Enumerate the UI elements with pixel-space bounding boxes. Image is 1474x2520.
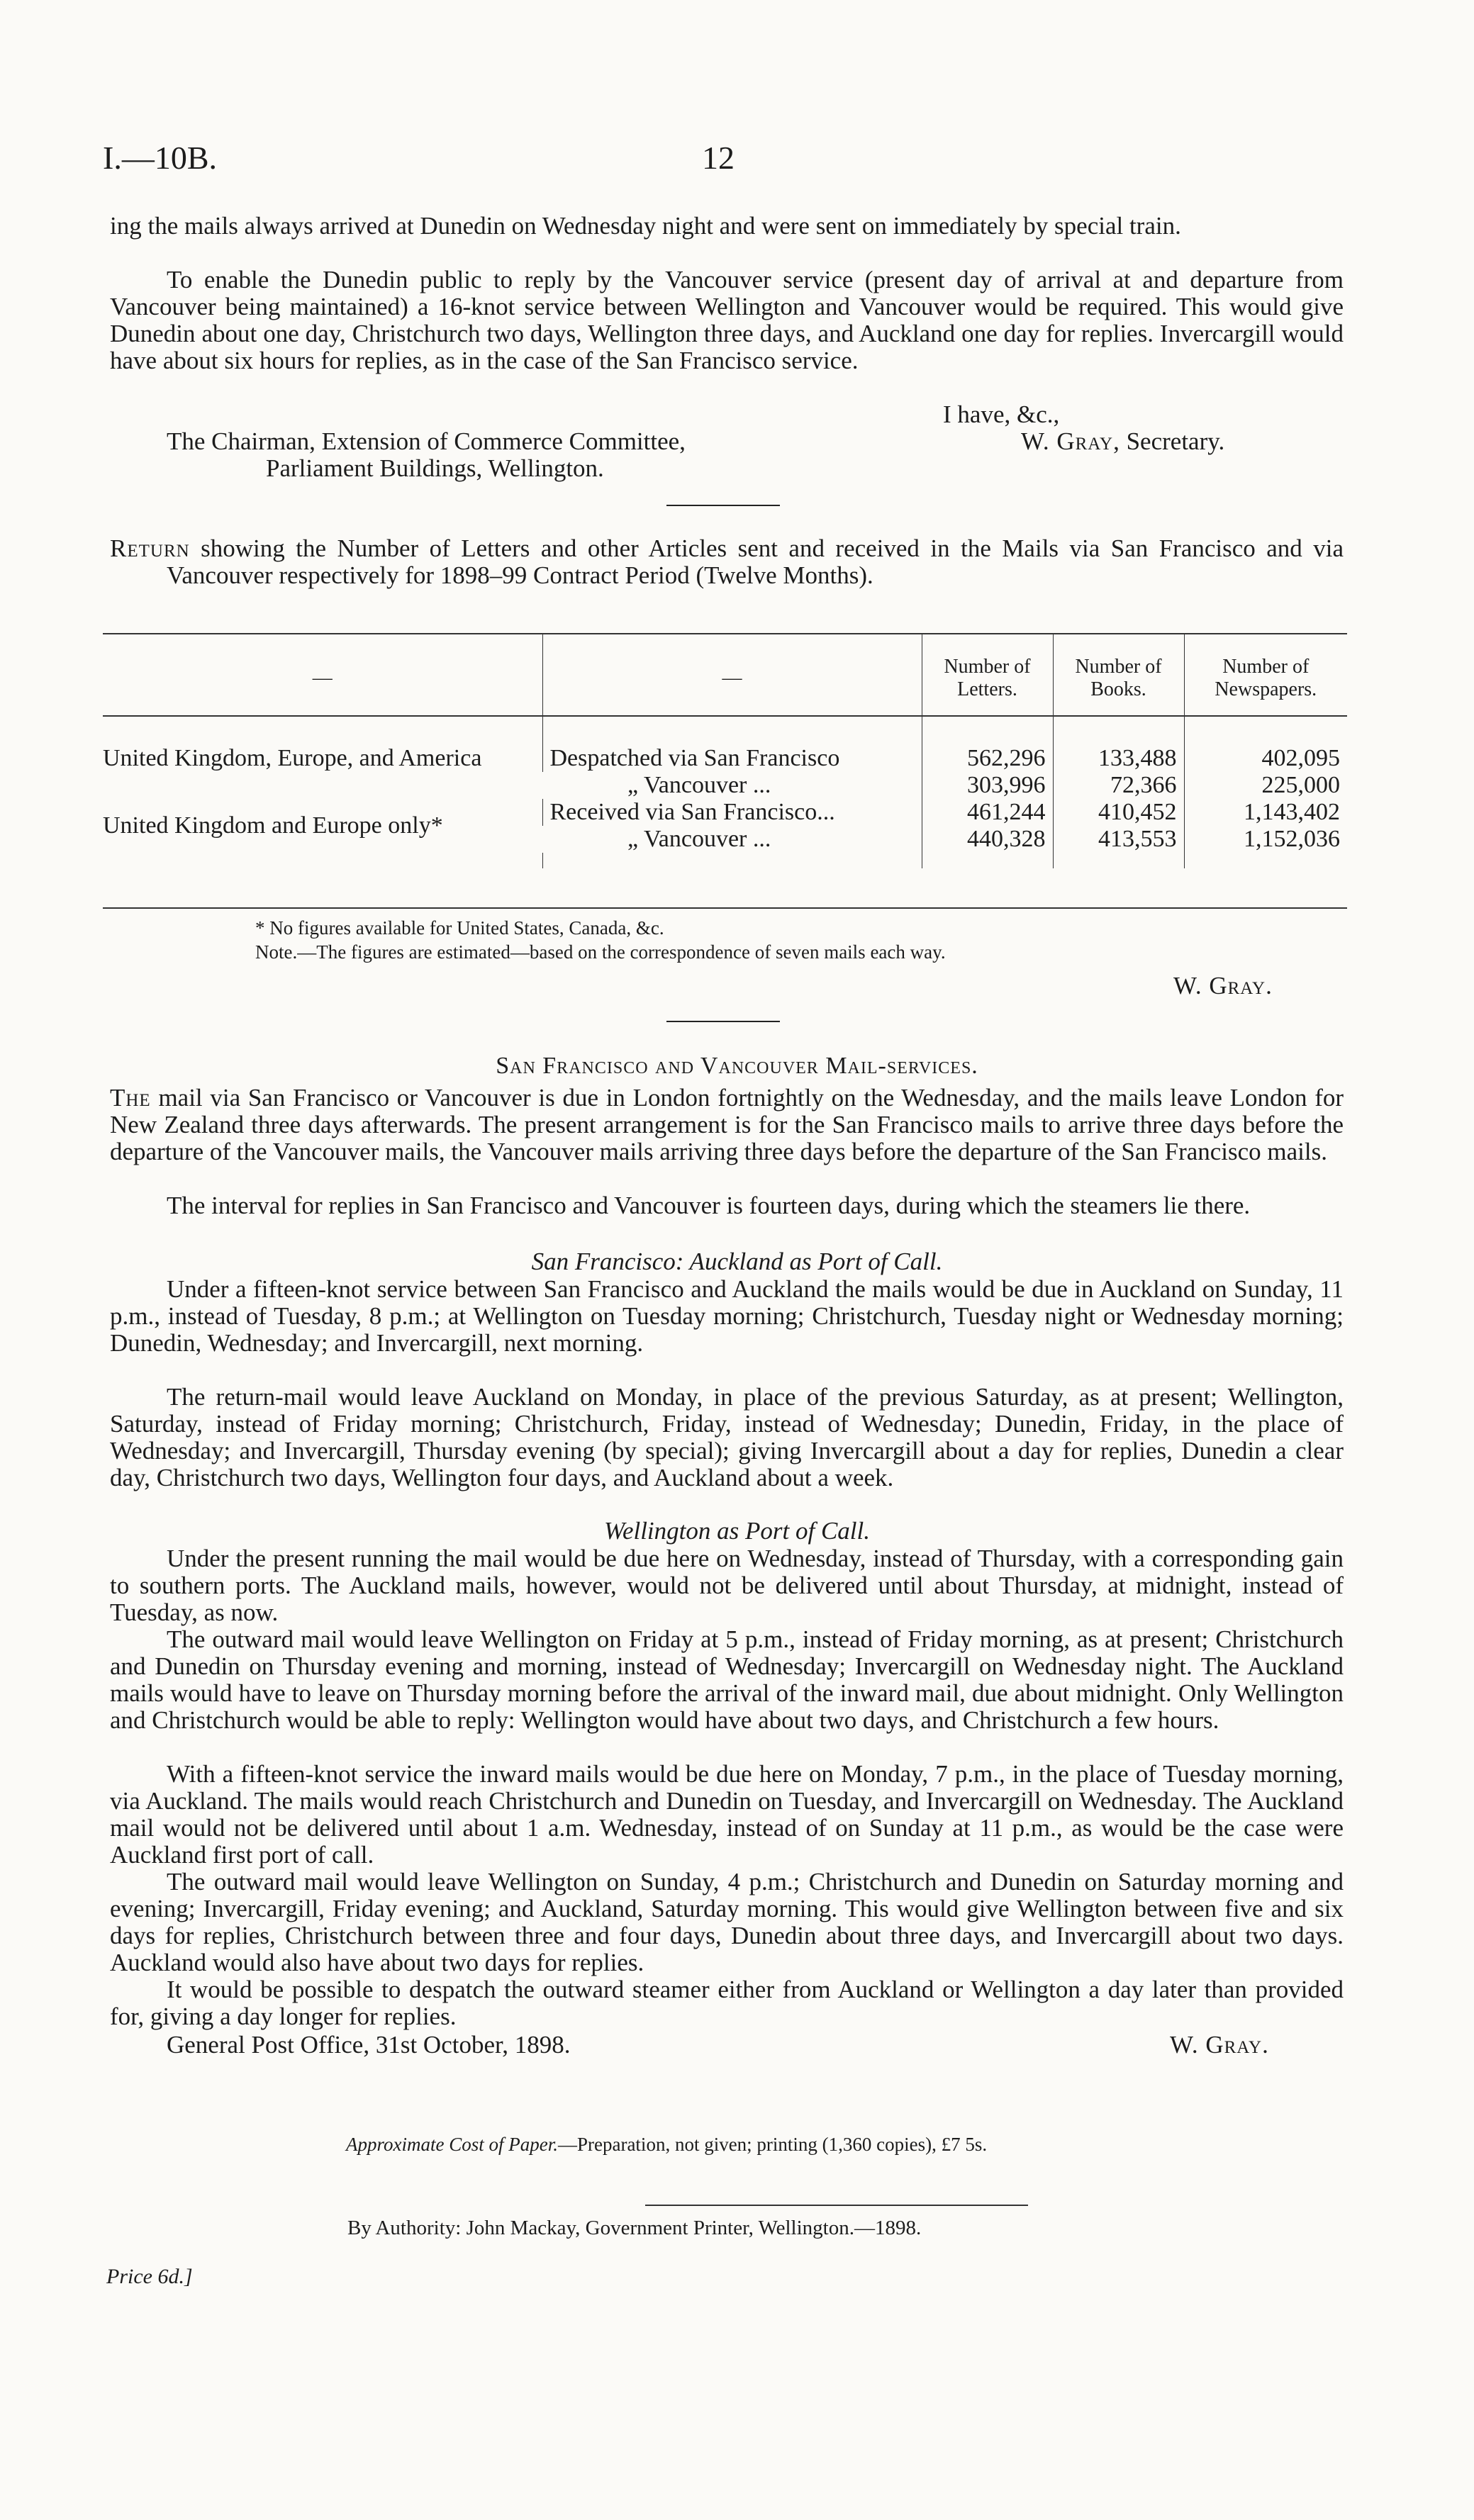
section-paragraph-8: The outward mail would leave Wellington on Sunday, 4 p.m.; Christchurch and Dunedin on Saturday morning and evening; Invercargill, Friday evening; and Auckland, Saturday morning. This would give Wellington between five and six days for replies, Christchurch between three and four days, Dunedin about three days, and Invercargill about two days. Auckland would also have about two days for replies. — [110, 1868, 1344, 1976]
table-header-letters: Number of Letters. — [922, 634, 1053, 716]
row-newspapers: 402,095 — [1184, 745, 1347, 772]
signature-title: Secretary. — [1126, 427, 1225, 455]
section-signature: W. Gray. — [1170, 2031, 1269, 2059]
document-reference: I.—10B. — [103, 140, 217, 176]
row-books: 413,553 — [1053, 826, 1184, 853]
signature-name: W. Gray, — [1021, 427, 1120, 455]
table-row — [103, 799, 1347, 826]
cost-label: Approximate Cost of Paper. — [346, 2134, 558, 2155]
table-note: Note.—The figures are estimated—based on the correspondence of seven mails each way. — [255, 941, 946, 963]
letter-addressee-line2: Parliament Buildings, Wellington. — [266, 454, 604, 482]
region-label: United Kingdom, Europe, and America — [103, 745, 482, 771]
return-table — [103, 634, 1347, 868]
section-paragraph-3: Under a fifteen-knot service between San Francisco and Auckland the mails would be due in Auckland on Sunday, 11 p.m., instead of Tuesday, 8 p.m.; at Wellington on Tuesday morning; Christchurch, Tuesday night or Wednesday morning; Dunedin, Wednesday; and Invercargill, next morning. — [110, 1275, 1344, 1357]
paragraph-lead: The — [110, 1084, 151, 1111]
subheading-san-francisco: San Francisco: Auckland as Port of Call. — [531, 1248, 943, 1275]
row-letters: 303,996 — [922, 772, 1053, 799]
row-description: „ Vancouver ... — [627, 772, 771, 798]
row-description: Despatched via San Francisco — [542, 745, 922, 772]
section-paragraph-5: Under the present running the mail would be due here on Wednesday, instead of Thursday, with a corresponding gain to southern ports. The Auckland mails, however, would not be delivered until about Thursday, at midnight, instead of Tuesday, as now. — [110, 1545, 1344, 1626]
table-header-description: — — [542, 634, 922, 716]
region-label: United Kingdom and Europe only* — [103, 812, 443, 839]
section-paragraph-4: The return-mail would leave Auckland on Monday, in place of the previous Saturday, as at present; Wellington, Saturday, instead of Friday morning; Christchurch, Friday, instead of Wednesday; Dunedin, Friday, in the place of Wednesday; and Invercargill, Thursday evening (by special); giving Invercargill about a day for replies, Dunedin a clear day, Christchurch two days, Wellington four days, and Auckland about a week. — [110, 1383, 1344, 1491]
price: Price 6d.] — [106, 2265, 193, 2288]
row-letters: 440,328 — [922, 826, 1053, 853]
subheading-wellington: Wellington as Port of Call. — [604, 1517, 870, 1545]
letter-addressee-line1: The Chairman, Extension of Commerce Committee, — [167, 427, 686, 455]
row-description: „ Vancouver ... — [627, 826, 771, 852]
section-paragraph-6: The outward mail would leave Wellington on Friday at 5 p.m., instead of Friday morning, as at present; Christchurch and Dunedin on Thursday evening and morning, instead of Wednesday; Invercargill on Wednesday night. The Auckland mails would have to leave on Thursday morning before the arrival of the inward mail, due about midnight. Only Wellington and Christchurch would be able to reply: Wellington would have about two days, and Christchurch a few hours. — [110, 1625, 1344, 1734]
footer-rule — [645, 2205, 1028, 2206]
return-caption — [110, 535, 1344, 589]
row-newspapers: 225,000 — [1184, 772, 1347, 799]
table-header-books: Number of Books. — [1053, 634, 1184, 716]
paragraph-text: mail via San Francisco or Vancouver is due in London fortnightly on the Wednesday, and the mails leave London for New Zealand three days afterwards. The present arrangement is for the San Francisco mails to arrive three days before the departure of the Vancouver mails, the Vancouver mails arriving three days before the departure of the San Francisco mails. — [110, 1084, 1344, 1165]
row-newspapers: 1,152,036 — [1184, 826, 1347, 853]
letter-closing: I have, &c., — [943, 401, 1060, 428]
table-region-1 — [103, 745, 542, 799]
row-letters: 562,296 — [922, 745, 1053, 772]
section-divider — [666, 1021, 780, 1022]
row-books: 72,366 — [1053, 772, 1184, 799]
printer-authority: By Authority: John Mackay, Government Printer, Wellington.—1898. — [347, 2217, 922, 2239]
table-row — [103, 745, 1347, 772]
dateline: General Post Office, 31st October, 1898. — [167, 2031, 571, 2059]
return-caption-text: showing the Number of Letters and other Articles sent and received in the Mails via San Francisco and via Vancouver respectively for 1898–99 Contract Period (Twelve Months). — [167, 534, 1344, 589]
page-number: 12 — [702, 140, 735, 176]
row-letters: 461,244 — [922, 799, 1053, 826]
row-newspapers: 1,143,402 — [1184, 799, 1347, 826]
section-divider — [666, 505, 780, 506]
section-title: San Francisco and Vancouver Mail-services. — [496, 1053, 978, 1079]
cost-text: —Preparation, not given; printing (1,360 copies), £7 5s. — [557, 2134, 988, 2155]
letter-paragraph-2: To enable the Dunedin public to reply by the Vancouver service (present day of arrival at and departure from Vancouver being maintained) a 16-knot service between Wellington and Vancouver would be required. This would give Dunedin about one day, Christchurch two days, Wellington three days, and Auckland one day for replies. Invercargill would have about six hours for replies, as in the case of the San Francisco service. — [110, 266, 1344, 374]
section-paragraph-1 — [110, 1085, 1344, 1165]
row-books: 410,452 — [1053, 799, 1184, 826]
table-region-2 — [103, 799, 542, 853]
section-paragraph-9: It would be possible to despatch the outward steamer either from Auckland or Wellington a day later than provided for, giving a day longer for replies. — [110, 1976, 1344, 2030]
table-header-region: — — [312, 667, 333, 689]
row-description: Received via San Francisco... — [542, 799, 922, 826]
section-paragraph-7: With a fifteen-knot service the inward mails would be due here on Monday, 7 p.m., in the place of Tuesday morning, via Auckland. The mails would reach Christchurch and Dunedin on Tuesday, and Invercargill on Wednesday. The Auckland mail would not be delivered until about 1 a.m. Wednesday, instead of on Sunday at 11 p.m., as would be the case were Auckland first port of call. — [110, 1760, 1344, 1869]
row-books: 133,488 — [1053, 745, 1184, 772]
letter-signature — [1021, 428, 1224, 455]
table-header-newspapers: Number of Newspapers. — [1184, 634, 1347, 716]
letter-paragraph-1: ing the mails always arrived at Dunedin on Wednesday night and were sent on immediately by special train. — [110, 212, 1181, 240]
table-footnote: * No figures available for United States, Canada, &c. — [255, 917, 664, 939]
section-paragraph-2: The interval for replies in San Francisco and Vancouver is fourteen days, during which the steamers lie there. — [167, 1192, 1251, 1219]
cost-of-paper — [346, 2134, 987, 2156]
return-caption-lead: Return — [110, 534, 190, 562]
table-signature: W. Gray. — [1173, 972, 1273, 999]
table-bottom-rule — [103, 907, 1347, 909]
